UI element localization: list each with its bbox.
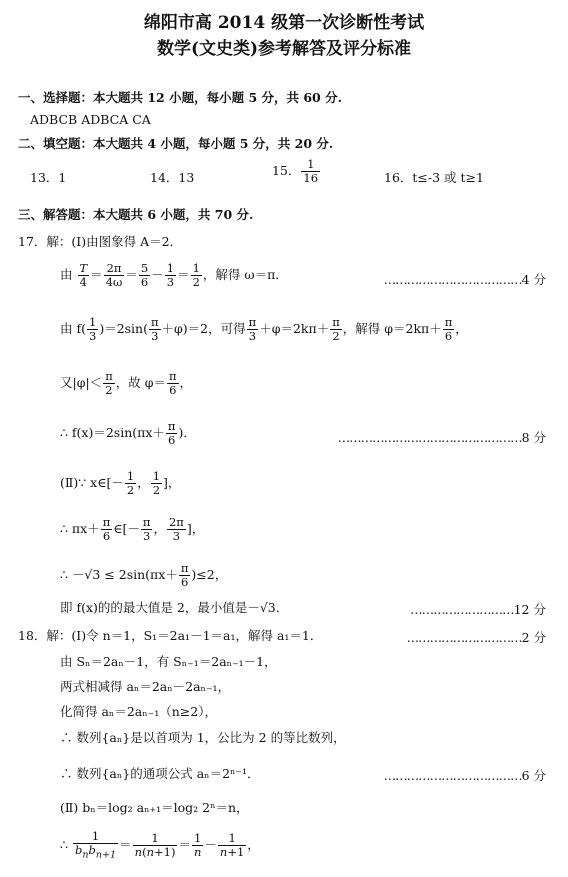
q17-line-3: 由 f( $\frac{1}{3}$ )＝2sin( $\frac{\pi}{3}$ ＋φ)＝2，可得 $\frac{\pi}{3}$ ＋φ＝2kπ＋ $\frac{\pi}{2}$ ，解得 φ＝2kπ＋ $\frac{\pi}{6}$ ， [60,315,468,343]
q18-line-8: ∴ $\frac{1}{b_nb_{n+1}}$ ＝ $\frac{1}{n(n+1)}$ ＝ $\frac{1}{n}$ － $\frac{1}{n+1}$ ， [60,829,260,861]
answer-15 [272,158,321,185]
q18-score-6: ………………………………6 分 [383,768,546,783]
section-3-heading: 三、解答题：本大题共 6 小题，共 70 分. [18,207,254,222]
answer-14: 14．13 [150,170,195,185]
q17-line-4: 又|φ|＜ $\frac{\pi}{2}$ ，故 φ＝ $\frac{\pi}{6}$ ， [60,369,193,397]
answer-16: 16．t≤-3 或 t≥1 [384,170,484,185]
q18-line-3: 两式相减得 aₙ＝2aₙ－2aₙ₋₁， [60,679,231,694]
q17-line-2: 由 $\frac{T}{4}$ ＝ $\frac{2\pi}{4\omega}$ ＝ $\frac{5}{6}$ － $\frac{1}{3}$ ＝ $\frac{1}{2}$ ，解得 ω＝π． [60,261,288,289]
q18-line-7: (Ⅱ) bₙ＝log₂ aₙ₊₁＝log₂ 2ⁿ＝n， [60,800,249,815]
section-2-heading: 二、填空题：本大题共 4 小题，每小题 5 分，共 20 分. [18,136,334,151]
answer-13: 13．1 [30,170,67,185]
q18-line-2: 由 Sₙ＝2aₙ－1，有 Sₙ₋₁＝2aₙ₋₁－1， [60,654,277,669]
q17-score-4: ………………………………4 分 [383,272,546,287]
q17-line-7: ∴ πx＋ $\frac{\pi}{6}$ ∈[－ $\frac{\pi}{3}$ ， $\frac{2\pi}{3}$ ]， [60,515,205,543]
q18-line-6: ∴ 数列{aₙ}的通项公式 aₙ＝2ⁿ⁻¹． [60,766,260,781]
q18-score-2: …………………………2 分 [406,630,546,645]
q17-line-6: (Ⅱ)∵ x∈[－ $\frac{1}{2}$ ， $\frac{1}{2}$ ]， [60,469,181,497]
answer-15-fraction: $\frac{1}{16}$ [303,157,319,185]
q18-line-1: 18．解：(Ⅰ)令 n＝1，S₁＝2a₁－1＝a₁，解得 a₁＝1． [18,628,323,643]
q17-line-1: 17．解：(Ⅰ)由图象得 A＝2． [18,234,183,249]
q17-line-5: ∴ f(x)＝2sin(πx＋ $\frac{\pi}{6}$ )． [60,419,196,447]
q18-line-5: ∴ 数列{aₙ}是以首项为 1，公比为 2 的等比数列， [60,730,346,745]
q17-line-8: ∴ －√3 ≤ 2sin(πx＋ $\frac{\pi}{6}$ )≤2， [60,561,228,589]
answer-15-prefix: 15． [272,163,301,178]
document-title: 绵阳市高 2014 级第一次诊断性考试 [143,13,425,33]
section-1-answers: ADBCB ADBCA CA [30,112,151,127]
document-subtitle: 数学(文史类)参考解答及评分标准 [156,39,412,59]
q18-line-4: 化简得 aₙ＝2aₙ₋₁（n≥2）， [60,704,217,719]
q17-line-9: 即 f(x)的的最大值是 2，最小值是－√3． [60,600,289,615]
q17-score-8: …………………………………………8 分 [337,430,546,445]
section-1-heading: 一、选择题：本大题共 12 小题，每小题 5 分，共 60 分. [18,90,342,105]
q17-score-12: ………………………12 分 [410,602,546,617]
